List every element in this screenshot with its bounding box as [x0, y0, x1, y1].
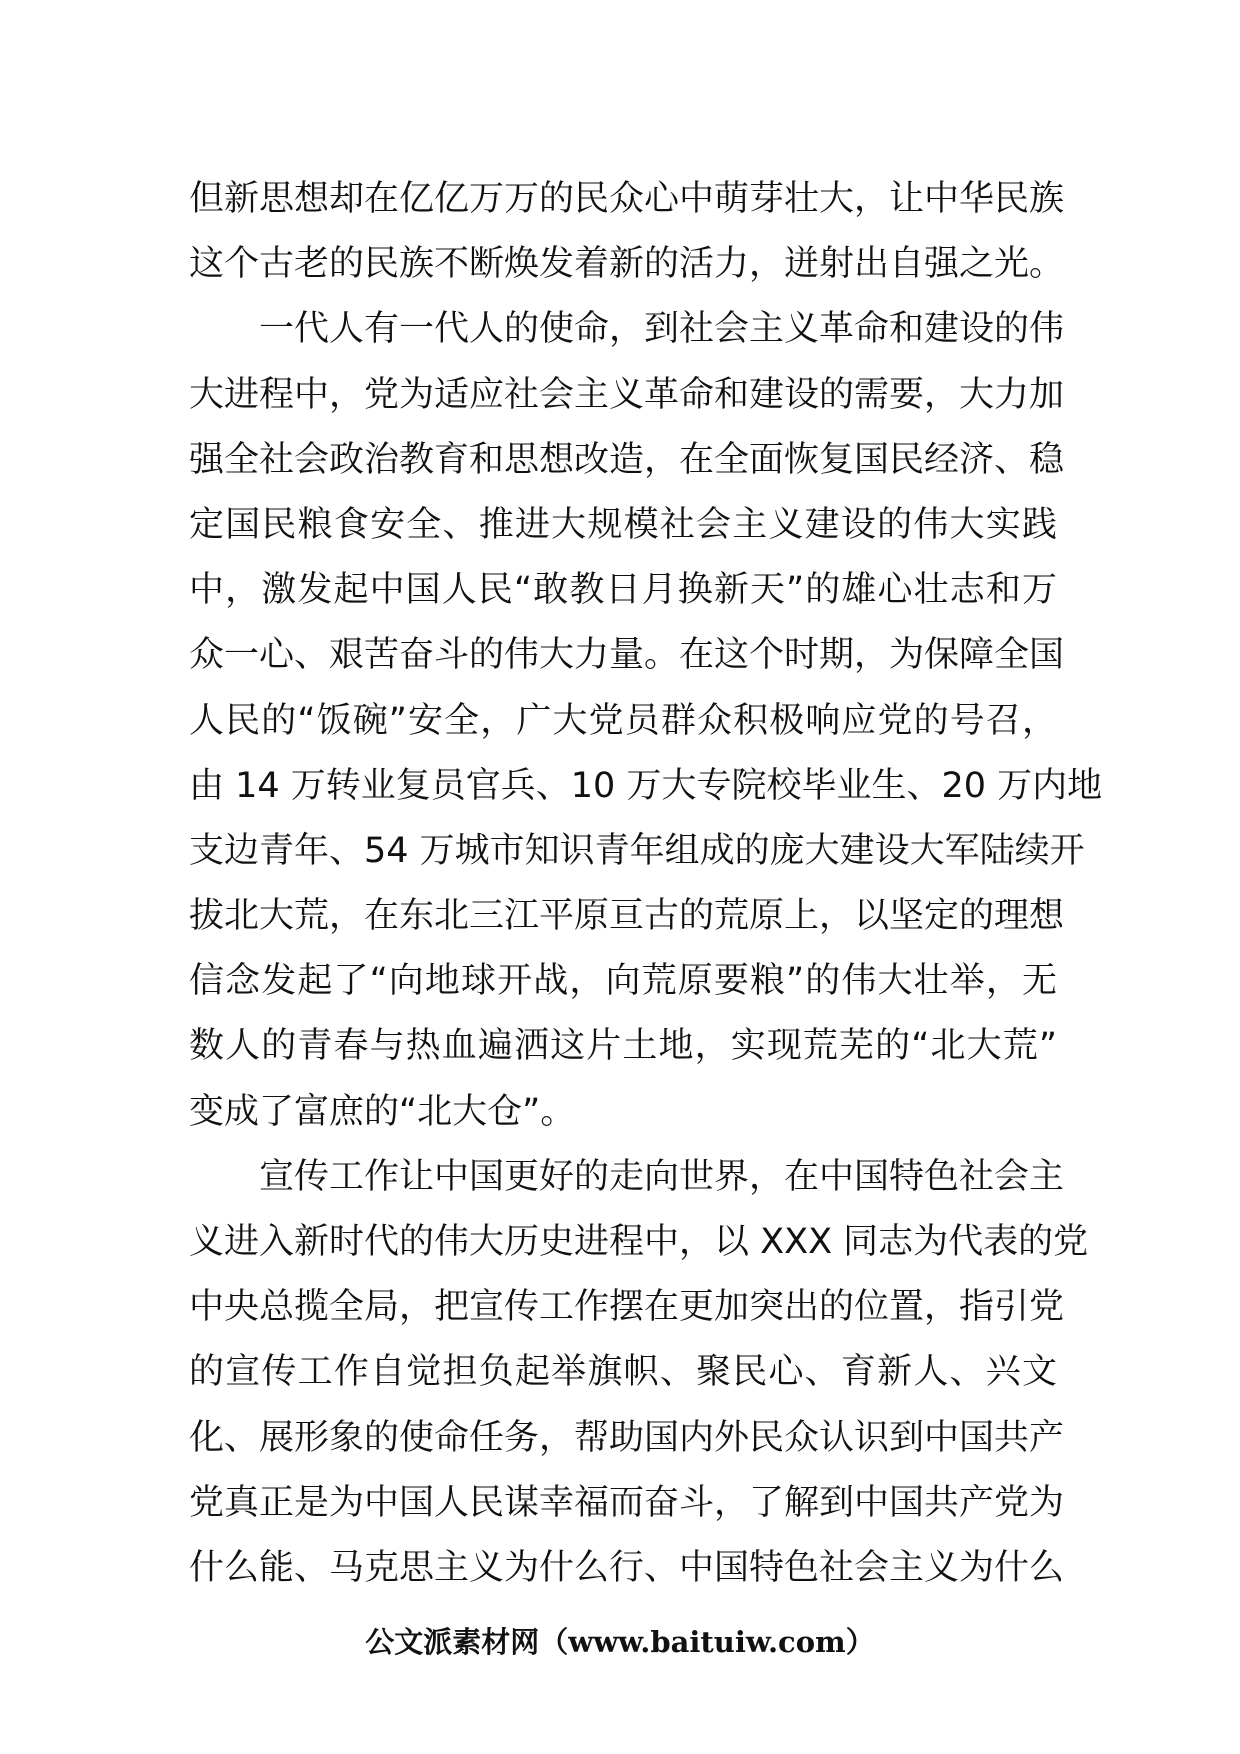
text-line: 信念发起了“向地球开战，向荒原要粮”的伟大壮举，无	[189, 961, 1057, 1002]
text-line: 这个古老的民族不断焕发着新的活力，迸射出自强之光。	[189, 244, 1065, 285]
text-line: 什么能、马克思主义为什么行、中国特色社会主义为什么	[189, 1547, 1065, 1588]
text-line: 变成了富庶的“北大仓”。	[189, 1091, 576, 1132]
text-line: 人民的“饭碗”安全，广大党员群众积极响应党的号召，	[189, 700, 1057, 741]
paragraph-first-line: 一代人有一代人的使命，到社会主义革命和建设的伟	[259, 309, 1065, 350]
footer-watermark: 公文派素材网（www.baituiw.com）	[365, 1625, 875, 1659]
text-line: 但新思想却在亿亿万万的民众心中萌芽壮大，让中华民族	[189, 179, 1065, 219]
body-text	[189, 167, 1103, 1601]
text-line: 党真正是为中国人民谋幸福而奋斗，了解到中国共产党为	[189, 1482, 1065, 1523]
paragraph-first-line: 宣传工作让中国更好的走向世界，在中国特色社会主	[259, 1156, 1065, 1197]
text-line: 的宣传工作自觉担负起举旗帜、聚民心、育新人、兴文	[189, 1352, 1057, 1393]
text-line: 众一心、艰苦奋斗的伟大力量。在这个时期，为保障全国	[189, 635, 1065, 676]
text-line: 由 14 万转业复员官兵、10 万大专院校毕业生、20 万内地	[189, 765, 1103, 806]
text-line: 定国民粮食安全、推进大规模社会主义建设的伟大实践	[189, 504, 1057, 545]
text-line: 义进入新时代的伟大历史进程中，以 XXX 同志为代表的党	[189, 1222, 1089, 1262]
text-line: 中，激发起中国人民“敢教日月换新天”的雄心壮志和万	[189, 570, 1057, 611]
text-line: 强全社会政治教育和思想改造，在全面恢复国民经济、稳	[189, 439, 1065, 480]
text-line: 支边青年、54 万城市知识青年组成的庞大建设大军陆续开	[189, 830, 1085, 871]
text-line: 拔北大荒，在东北三江平原亘古的荒原上，以坚定的理想	[189, 896, 1065, 937]
text-line: 中央总揽全局，把宣传工作摆在更加突出的位置，指引党	[189, 1287, 1065, 1328]
text-line: 大进程中，党为适应社会主义革命和建设的需要，大力加	[189, 374, 1065, 415]
text-line: 数人的青春与热血遍洒这片土地，实现荒芜的“北大荒”	[189, 1026, 1057, 1067]
text-line: 化、展形象的使命任务，帮助国内外民众认识到中国共产	[189, 1417, 1065, 1458]
